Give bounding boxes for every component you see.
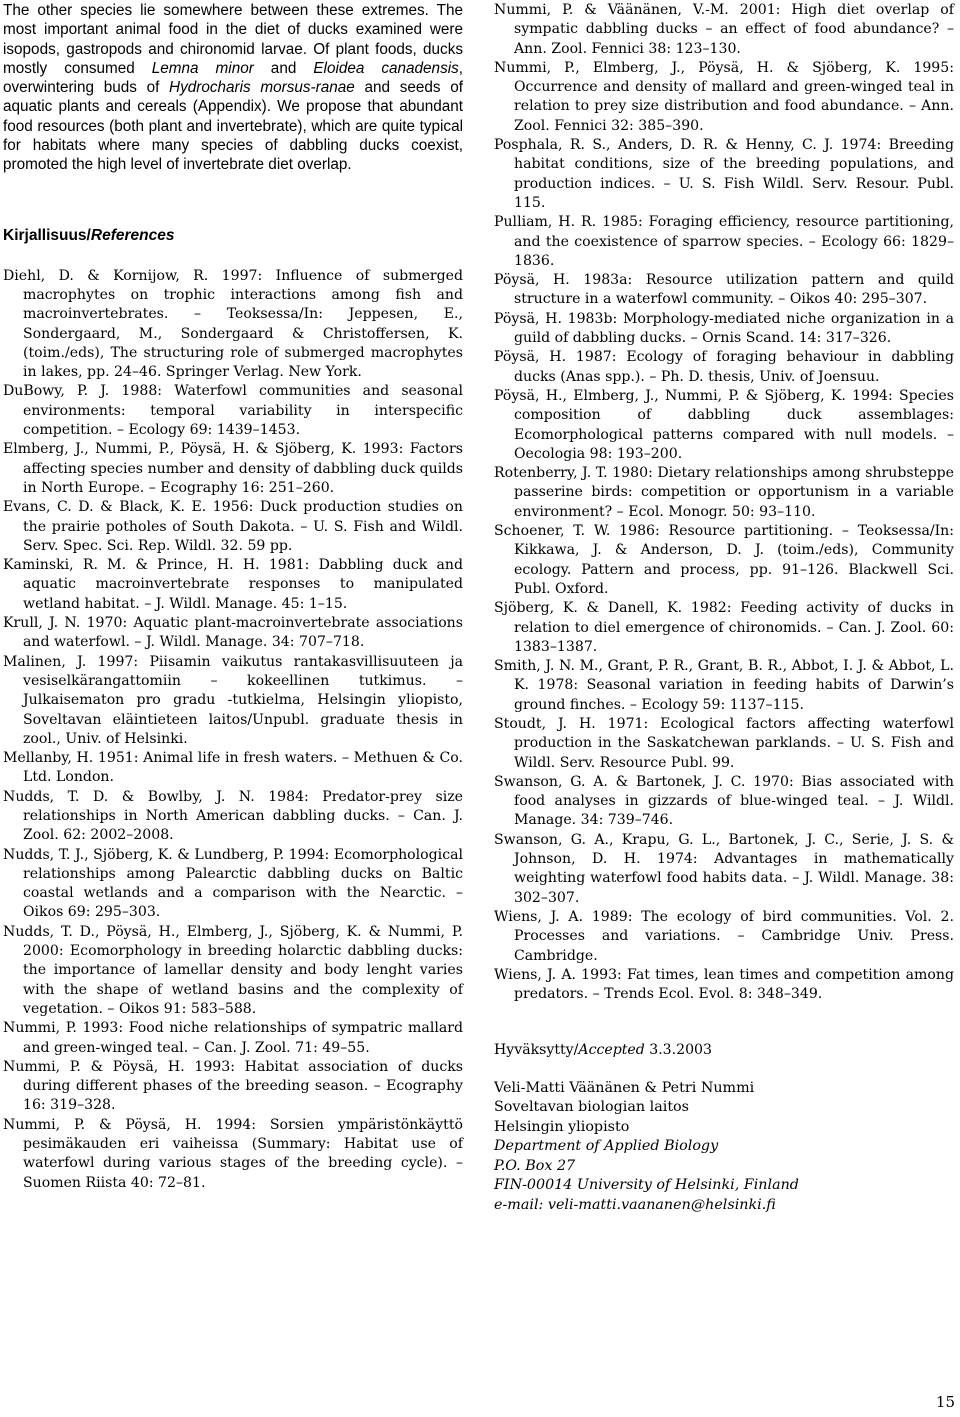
discussion-paragraph	[3, 0, 463, 175]
accepted-date-value: 3.3.2003	[649, 1042, 712, 1059]
accepted-label-finnish: Hyväksytty/	[494, 1042, 579, 1059]
intro-text: and	[253, 59, 314, 77]
heading-finnish: Kirjallisuus/	[3, 226, 91, 244]
reference-entry: Pulliam, H. R. 1985: Foraging efficiency, resource partitioning, and the coexistence of sparrow species. – Ecology 66: 1829–1836.	[494, 214, 954, 269]
left-column	[3, 0, 463, 1193]
reference-entry: Kaminski, R. M. & Prince, H. H. 1981: Dabbling duck and aquatic macroinvertebrate responses to manipulated wetland habitat. – J. Wildl. Manage. 45: 1–15.	[3, 557, 463, 612]
reference-entry: Swanson, G. A., Krapu, G. L., Bartonek, J. C., Serie, J. S. & Johnson, D. H. 1974: Advantages in mathematically weighting waterfowl food habits data. – J. Wildl. Manage. 38: 302–307.	[494, 831, 954, 906]
reference-entry: Nudds, T. D. & Bowlby, J. N. 1984: Predator-prey size relationships in North American dabbling ducks. – Can. J. Zool. 62: 2002–2008.	[3, 788, 463, 844]
reference-entry: Rotenberry, J. T. 1980: Dietary relationships among shrubsteppe passerine birds: competition or opportunism in a variable environment? – Ecol. Monogr. 50: 93–110.	[494, 465, 954, 520]
reference-entry: Krull, J. N. 1970: Aquatic plant-macroinvertebrate associations and waterfowl. – J. Wildl. Manage. 34: 707–718.	[3, 615, 463, 651]
reference-entry: Sjöberg, K. & Danell, K. 1982: Feeding activity of ducks in relation to diel emergence of chironomids. – Can. J. Zool. 60: 1383–1387.	[494, 600, 954, 655]
reference-entry: Wiens, J. A. 1989: The ecology of bird communities. Vol. 2. Processes and variations. – Cambridge Univ. Press. Cambridge.	[494, 908, 954, 964]
reference-entry: Nummi, P., Elmberg, J., Pöysä, H. & Sjöberg, K. 1995: Occurrence and density of mallard and green-winged teal in relation to prey size distribution and food abundance. – Ann. Zool. Fennici 32: 385–390.	[494, 59, 954, 134]
reference-entry: Schoener, T. W. 1986: Resource partitioning. – Teoksessa/In: Kikkawa, J. & Anderson, D. J. (toim./eds), Community ecology. Pattern and process, pp. 91–126. Blackwell Sci. Publ. Oxford.	[494, 523, 954, 597]
heading-english: References	[90, 226, 175, 244]
department-english: Department of Applied Biology	[494, 1138, 719, 1155]
reference-entry: Elmberg, J., Nummi, P., Pöysä, H. & Sjöberg, K. 1993: Factors affecting species number and density of dabbling duck quilds in North Europe. – Ecography 16: 251–260.	[3, 441, 463, 496]
reference-list-right	[494, 1, 954, 1004]
intro-text: and seeds of aquatic plants and cereals (Appendix). We propose that abundant food resources (both plant and invertebrate), which are quite typical for habitats where many species of dabbling ducks coexist, promoted the high level of invertebrate diet overlap.	[3, 79, 463, 174]
reference-entry: Malinen, J. 1997: Piisamin vaikutus rantakasvillisuuteen ja vesiselkärangattomiin – kokeellinen tutkimus. – Julkaisematon pro gradu -tutkielma, Helsingin yliopisto, Soveltavan eläintieteen laitos/Unpubl. graduate thesis in zool., Univ. of Helsinki.	[3, 653, 463, 747]
reference-entry: Nudds, T. D., Pöysä, H., Elmberg, J., Sjöberg, K. & Nummi, P. 2000: Ecomorphology in breeding holarctic dabbling ducks: the importance of lamellar density and body lenght varies with the shape of wetland basins and the complexity of vegetation. – Oikos 91: 583–588.	[3, 923, 463, 1017]
author-names: Veli-Matti Väänänen & Petri Nummi	[494, 1079, 755, 1096]
reference-entry: Pöysä, H., Elmberg, J., Nummi, P. & Sjöberg, K. 1994: Species composition of dabbling duck assemblages: Ecomorphological patterns compared with null models. – Oecologia 98: 193–200.	[494, 387, 954, 462]
reference-entry: Mellanby, H. 1951: Animal life in fresh waters. – Methuen & Co. Ltd. London.	[3, 750, 463, 786]
references-heading	[3, 226, 463, 246]
reference-entry: DuBowy, P. J. 1988: Waterfowl communities and seasonal environments: temporal variability in interspecific competition. – Ecology 69: 1439–1453.	[3, 383, 463, 439]
species-name: Lemna minor	[151, 59, 254, 77]
reference-entry: Nudds, T. J., Sjöberg, K. & Lundberg, P. 1994: Ecomorphological relationships among Palearctic dabbling ducks on Baltic coastal wetlands and a comparison with the Nearctic. – Oikos 69: 295–303.	[3, 846, 463, 921]
reference-entry: Nummi, P. & Pöysä, H. 1994: Sorsien ympäristönkäyttö pesimäkauden eri vaiheissa (Summary: Habitat use of waterfowl during various stages of the breeding cycle). – Suomen Riista 40: 72–81.	[3, 1116, 463, 1191]
reference-entry: Nummi, P. 1993: Food niche relationships of sympatric mallard and green-winged teal. – Can. J. Zool. 71: 49–55.	[3, 1020, 463, 1056]
reference-entry: Smith, J. N. M., Grant, P. R., Grant, B. R., Abbot, I. J. & Abbot, L. K. 1978: Seasonal variation in feeding habits of Darwin’s ground finches. – Ecology 59: 1137–115.	[494, 658, 954, 713]
author-address	[494, 1079, 954, 1216]
reference-entry: Stoudt, J. H. 1971: Ecological factors affecting waterfowl production in the Saskatchewan parklands. – U. S. Fish and Wildl. Serv. Resource Publ. 99.	[494, 715, 954, 771]
reference-entry: Nummi, P. & Pöysä, H. 1993: Habitat association of ducks during different phases of the breeding season. – Ecography 16: 319–328.	[3, 1058, 463, 1114]
reference-entry: Pöysä, H. 1983a: Resource utilization pattern and quild structure in a waterfowl community. – Oikos 40: 295–307.	[494, 272, 954, 308]
reference-entry: Nummi, P. & Väänänen, V.-M. 2001: High diet overlap of sympatic dabbling ducks – an effect of food abundance? – Ann. Zool. Fennici 38: 123–130.	[494, 2, 954, 57]
right-column	[494, 0, 954, 1215]
reference-entry: Wiens, J. A. 1993: Fat times, lean times and competition among predators. – Trends Ecol. Evol. 8: 348–349.	[494, 966, 954, 1003]
accepted-label-english: Accepted	[578, 1042, 645, 1059]
reference-entry: Diehl, D. & Kornijow, R. 1997: Influence of submerged macrophytes on trophic interactions among fish and macroinvertebrates. – Teoksessa/In: Jeppesen, E., Sondergaard, M., Sondergaard & Christoffersen, K. (toim./eds), The structuring role of submerged macrophytes in lakes, pp. 24–46. Springer Verlag. New York.	[3, 267, 463, 381]
accepted-date	[494, 1041, 954, 1060]
species-name: Eloidea canadensis	[313, 59, 459, 77]
reference-entry: Pöysä, H. 1983b: Morphology-mediated niche organization in a guild of dabbling ducks. – Ornis Scand. 14: 317–326.	[494, 310, 954, 347]
university-finnish: Helsingin yliopisto	[494, 1118, 630, 1135]
po-box: P.O. Box 27	[494, 1157, 576, 1174]
reference-entry: Evans, C. D. & Black, K. E. 1956: Duck production studies on the prairie potholes of South Dakota. – U. S. Fish and Wildl. Serv. Spec. Sci. Rep. Wildl. 32. 59 pp.	[3, 499, 463, 554]
department-finnish: Soveltavan biologian laitos	[494, 1099, 690, 1116]
intro-text: The other species lie somewhere between these extremes. The most important animal food in the diet of ducks examined were isopods, gastropods and chironomid larvae. Of plant foods, ducks mostly consumed	[3, 2, 463, 77]
intro-text: , overwintering buds of	[3, 59, 464, 97]
reference-entry: Pöysä, H. 1987: Ecology of foraging behaviour in dabbling ducks (Anas spp.). – Ph. D. thesis, Univ. of Joensuu.	[494, 349, 954, 385]
species-name: Hydrocharis morsus-ranae	[169, 79, 355, 97]
reference-list-left	[3, 267, 463, 1193]
email-address[interactable]: e-mail: veli-matti.vaananen@helsinki.fi	[494, 1196, 776, 1213]
reference-entry: Swanson, G. A. & Bartonek, J. C. 1970: Bias associated with food analyses in gizzards of blue-winged teal. – J. Wildl. Manage. 34: 739–746.	[494, 773, 954, 829]
reference-entry: Posphala, R. S., Anders, D. R. & Henny, C. J. 1974: Breeding habitat conditions, size of the breeding populations, and production indices. – U. S. Fish Wildl. Serv. Resour. Publ. 115.	[494, 137, 954, 211]
page-number: 15	[935, 1393, 955, 1411]
postal-address: FIN-00014 University of Helsinki, Finland	[494, 1177, 799, 1194]
